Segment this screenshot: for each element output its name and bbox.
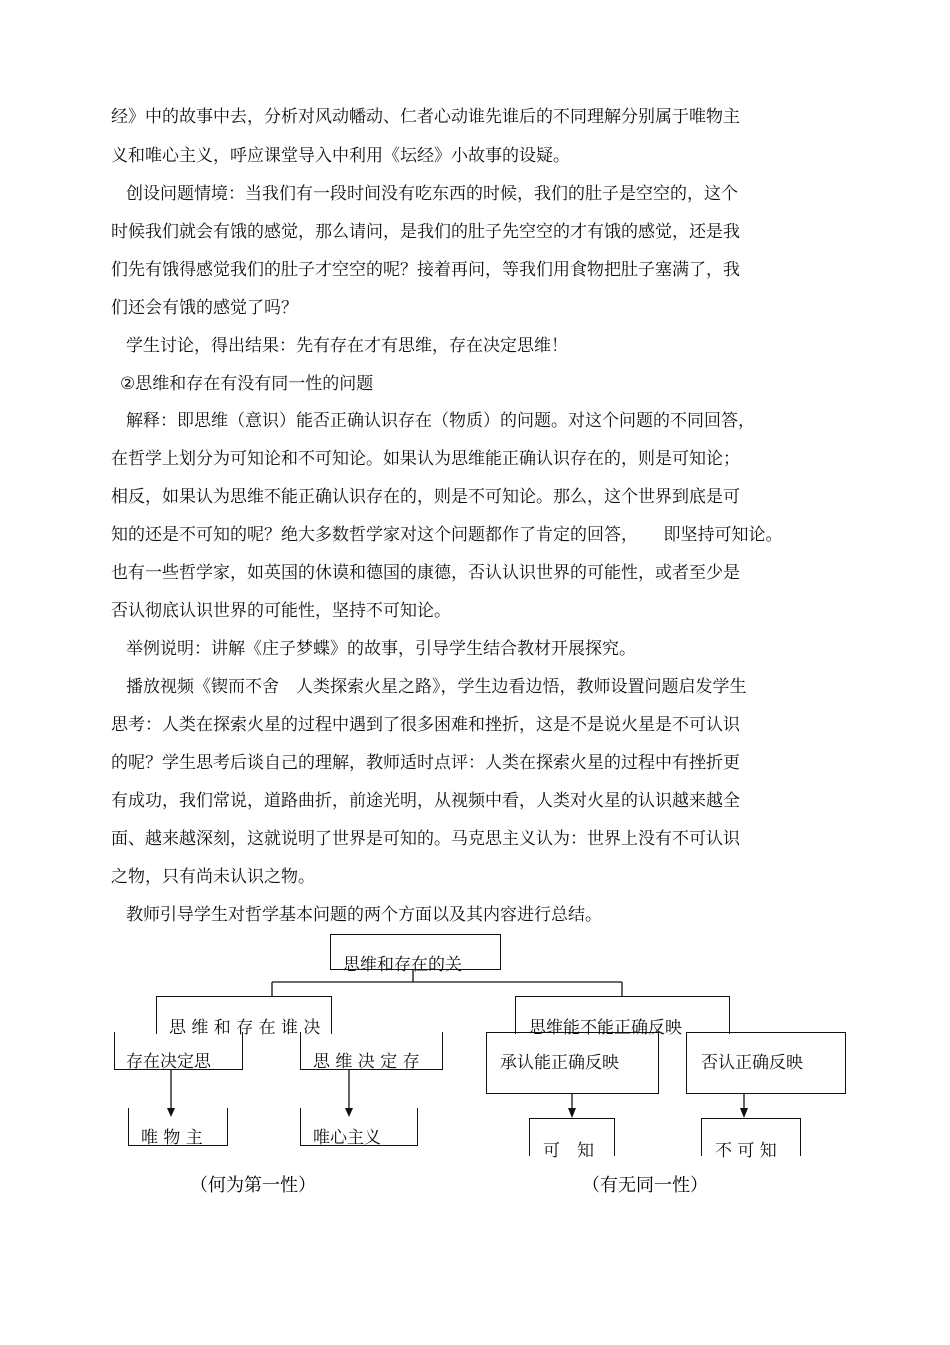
paragraph-line: 举例说明：讲解《庄子梦蝶》的故事，引导学生结合教材开展探究。 (126, 639, 636, 659)
paragraph-line: 们先有饿得感觉我们的肚子才空空的呢？接着再问，等我们用食物把肚子塞满了，我 (111, 260, 740, 280)
diagram-left-a-label: 存在决定思 (126, 1052, 211, 1072)
diagram-root-label: 思维和存在的关 (343, 955, 462, 975)
paragraph-line: 们还会有饿的感觉了吗？ (111, 298, 298, 318)
diagram-leaf-unknowable-label: 不 可 知 (715, 1141, 777, 1161)
paragraph-line: 义和唯心主义，呼应课堂导入中利用《坛经》小故事的设疑。 (111, 146, 570, 166)
paragraph-line: 有成功，我们常说，道路曲折，前途光明，从视频中看，人类对火星的认识越来越全 (111, 791, 740, 811)
paragraph-line: 在哲学上划分为可知论和不可知论。如果认为思维能正确认识存在的，则是可知论； (111, 449, 740, 469)
paragraph-line: 时候我们就会有饿的感觉，那么请问，是我们的肚子先空空的才有饿的感觉，还是我 (111, 222, 740, 242)
diagram-right-b-label: 否认正确反映 (701, 1053, 803, 1073)
paragraph-line: 面、越来越深刻，这就说明了世界是可知的。马克思主义认为：世界上没有不可认识 (111, 829, 740, 849)
diagram-caption-left: （何为第一性） (190, 1175, 316, 1196)
paragraph-line: ②思维和存在有没有同一性的问题 (120, 374, 374, 394)
paragraph-line: 教师引导学生对哲学基本问题的两个方面以及其内容进行总结。 (126, 905, 602, 925)
paragraph-line: 思考：人类在探索火星的过程中遇到了很多困难和挫折，这是不是说火星是不可认识 (111, 715, 740, 735)
diagram-leaf-idealism-label: 唯心主义 (313, 1128, 381, 1148)
paragraph-line: 相反，如果认为思维不能正确认识存在的，则是不可知论。那么，这个世界到底是可 (111, 487, 740, 507)
diagram-leaf-materialism-label: 唯 物 主 (141, 1128, 203, 1148)
paragraph-line: 之物，只有尚未认识之物。 (111, 867, 315, 887)
paragraph-line: 解释：即思维（意识）能否正确认识存在（物质）的问题。对这个问题的不同回答， (126, 411, 755, 431)
paragraph-line: 创设问题情境：当我们有一段时间没有吃东西的时候，我们的肚子是空空的，这个 (126, 184, 738, 204)
paragraph-line: 的呢？学生思考后谈自己的理解，教师适时点评：人类在探索火星的过程中有挫折更 (111, 753, 740, 773)
diagram-leaf-knowable-label: 可 知 (543, 1141, 594, 1161)
paragraph-line: 播放视频《锲而不舍 人类探索火星之路》，学生边看边悟，教师设置问题启发学生 (126, 677, 747, 697)
diagram-right-a-label: 承认能正确反映 (500, 1053, 619, 1073)
paragraph-line: 经》中的故事中去，分析对风动幡动、仁者心动谁先谁后的不同理解分别属于唯物主 (111, 107, 740, 127)
paragraph-line: 也有一些哲学家，如英国的休谟和德国的康德，否认认识世界的可能性，或者至少是 (111, 563, 740, 583)
diagram-caption-right: （有无同一性） (582, 1175, 708, 1196)
diagram-right-branch-label: 思维能不能正确反映 (529, 1018, 682, 1038)
paragraph-line: 否认彻底认识世界的可能性，坚持不可知论。 (111, 601, 451, 621)
paragraph-line: 知的还是不可知的呢？绝大多数哲学家对这个问题都作了肯定的回答， 即坚持可知论。 (111, 525, 783, 545)
diagram-left-b-label: 思 维 决 定 存 (313, 1052, 420, 1072)
paragraph-line: 学生讨论，得出结果：先有存在才有思维，存在决定思维！ (126, 336, 568, 356)
diagram-left-branch-label: 思 维 和 存 在 谁 决 (169, 1018, 321, 1038)
